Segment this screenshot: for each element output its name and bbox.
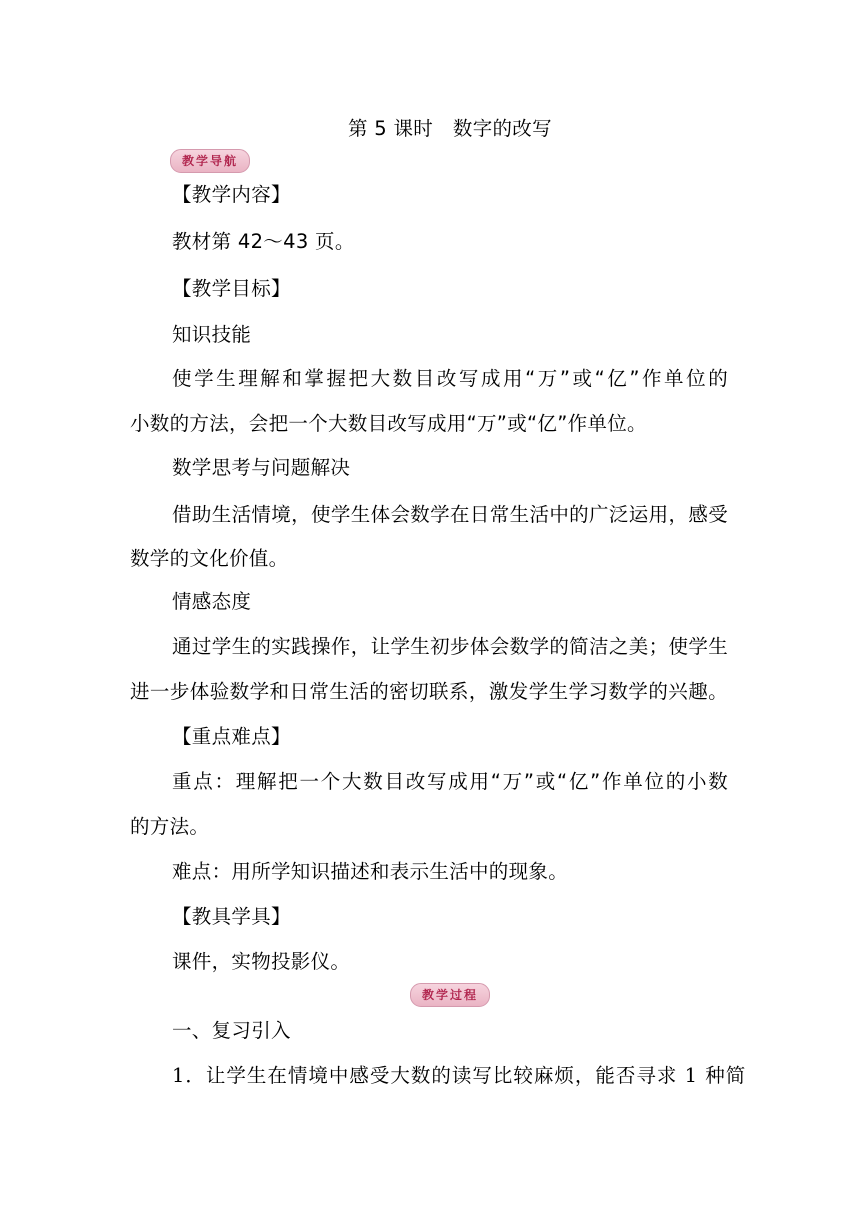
section-heading-aids: 【教具学具】 xyxy=(172,905,291,928)
subheading-thinking: 数学思考与问题解决 xyxy=(172,456,351,479)
paragraph-line: 借助生活情境，使学生体会数学在日常生活中的广泛运用，感受 xyxy=(172,503,728,526)
teaching-process-badge: 教学过程 xyxy=(410,983,490,1007)
paragraph-line: 进一步体验数学和日常生活的密切联系，激发学生学习数学的兴趣。 xyxy=(130,680,728,703)
section-heading-key-points: 【重点难点】 xyxy=(172,725,291,748)
paragraph-line: 难点：用所学知识描述和表示生活中的现象。 xyxy=(172,860,569,883)
section-heading-objectives: 【教学目标】 xyxy=(172,277,291,300)
paragraph: 教材第 42～43 页。 xyxy=(172,230,355,253)
subheading-attitude: 情感态度 xyxy=(172,590,252,613)
paragraph-line: 数学的文化价值。 xyxy=(130,547,289,570)
paragraph-line: 使学生理解和掌握把大数目改写成用“万”或“亿”作单位的 xyxy=(172,367,728,390)
paragraph-line: 小数的方法，会把一个大数目改写成用“万”或“亿”作单位。 xyxy=(130,412,647,435)
teaching-guide-badge: 教学导航 xyxy=(170,149,250,173)
paragraph-line: 通过学生的实践操作，让学生初步体会数学的简洁之美；使学生 xyxy=(172,635,728,658)
paragraph-line: 重点：理解把一个大数目改写成用“万”或“亿”作单位的小数 xyxy=(172,770,728,793)
section-heading-review: 一、复习引入 xyxy=(172,1019,291,1042)
page-title: 第 5 课时 数字的改写 xyxy=(348,117,552,140)
paragraph-line: 课件，实物投影仪。 xyxy=(172,950,351,973)
paragraph-line: 1．让学生在情境中感受大数的读写比较麻烦，能否寻求 1 种简 xyxy=(172,1064,747,1087)
subheading-knowledge: 知识技能 xyxy=(172,323,252,346)
paragraph-line: 的方法。 xyxy=(130,815,210,838)
section-heading-content: 【教学内容】 xyxy=(172,183,291,206)
